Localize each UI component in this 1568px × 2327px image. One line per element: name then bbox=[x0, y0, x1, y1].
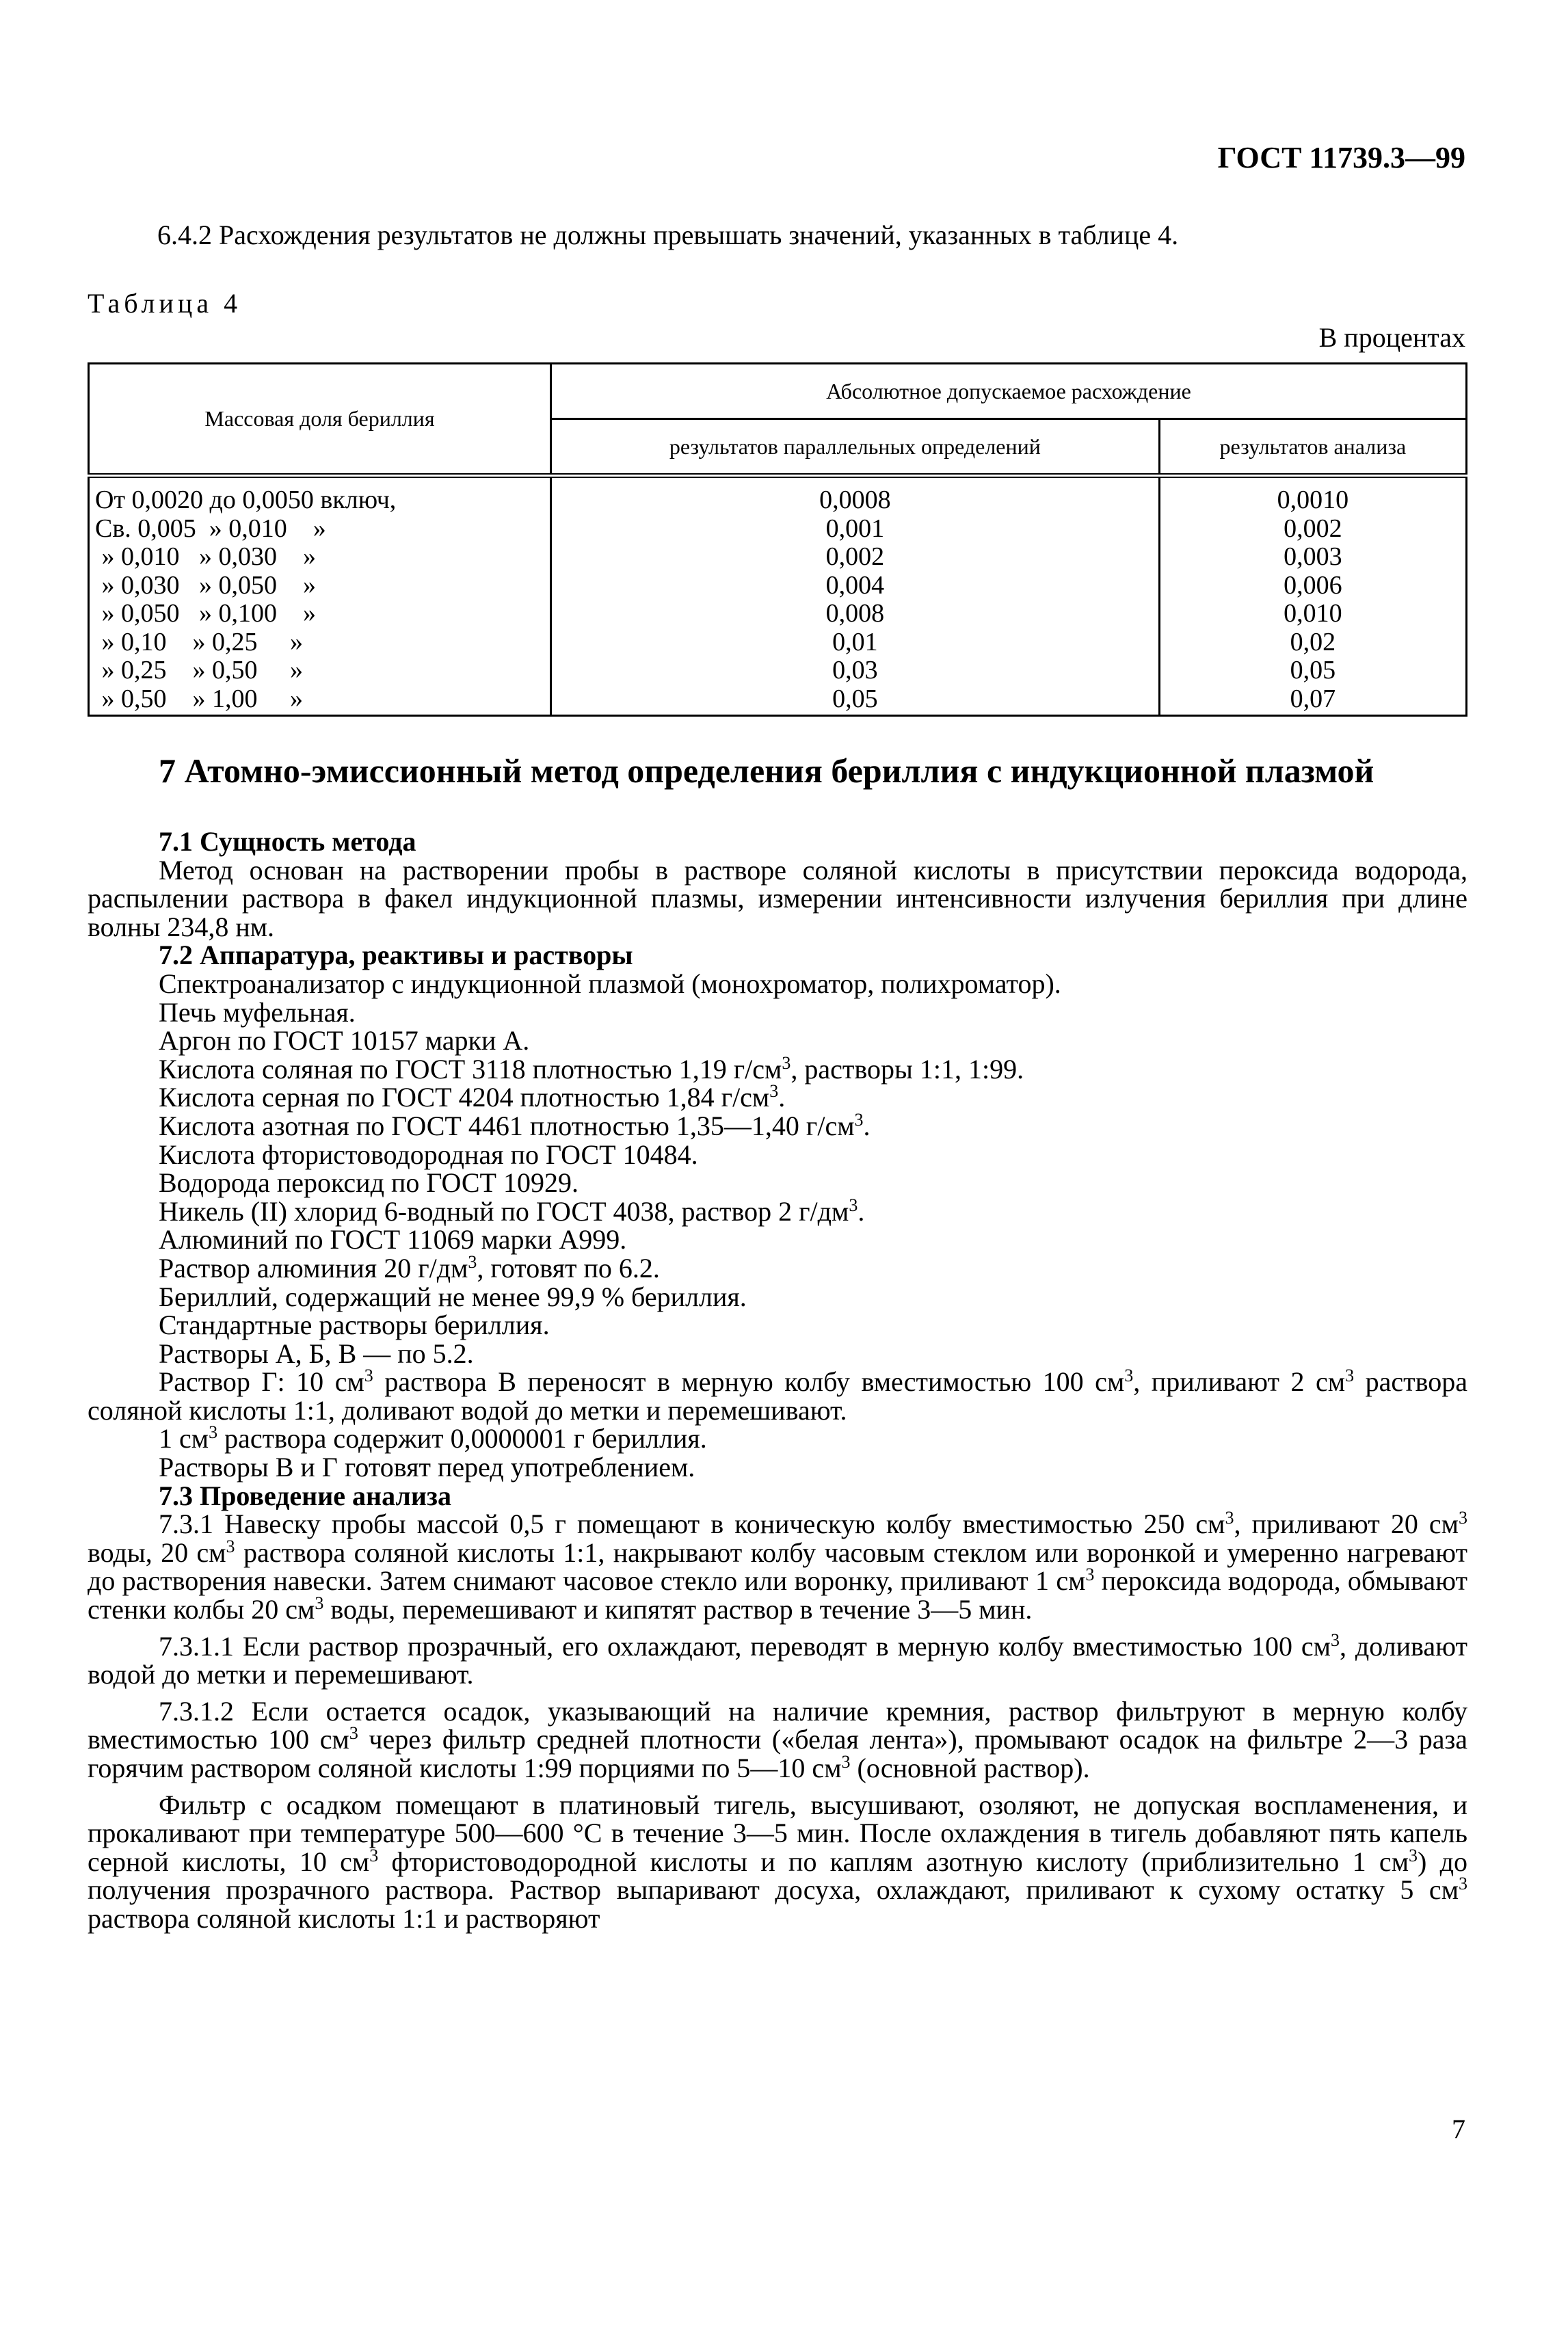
superscript: 3 bbox=[849, 1195, 858, 1215]
header-beryllium-mass-fraction: Массовая доля бериллия bbox=[89, 364, 551, 476]
superscript: 3 bbox=[468, 1251, 477, 1272]
superscript: 3 bbox=[769, 1081, 779, 1102]
text-run: раствора В переносят в мерную колбу вместимостью 100 см bbox=[373, 1366, 1125, 1398]
text-run: 1 см bbox=[159, 1423, 209, 1454]
page-number: 7 bbox=[1452, 2114, 1465, 2144]
text-run: 7.3.1.1 Если раствор прозрачный, его охлаждают, переводят в мерную колбу вместимостью 100 см bbox=[159, 1630, 1331, 1662]
cell-parallel: 0,03 bbox=[551, 656, 1160, 685]
text-run: Раствор Г: 10 см bbox=[159, 1366, 364, 1398]
cell-analysis: 0,003 bbox=[1159, 543, 1466, 572]
section-7-heading: 7 Атомно-эмиссионный метод определения бериллия с индукционной плазмой bbox=[159, 752, 1374, 790]
text-run: , растворы 1:1, 1:99. bbox=[790, 1053, 1024, 1085]
subsection-7-2-heading: 7.2 Аппаратура, реактивы и растворы bbox=[159, 940, 633, 971]
superscript: 3 bbox=[1459, 1508, 1467, 1528]
text-run: раствора соляной кислоты 1:1 и растворяют bbox=[88, 1902, 600, 1934]
superscript: 3 bbox=[226, 1536, 235, 1556]
table-units: В процентах bbox=[1318, 322, 1465, 353]
text-run: воды, перемешивают и кипятят раствор в течение 3—5 мин. bbox=[323, 1594, 1033, 1625]
superscript: 3 bbox=[364, 1366, 373, 1386]
cell-range: » 0,010 » 0,030 » bbox=[89, 543, 551, 572]
cell-analysis: 0,05 bbox=[1159, 656, 1466, 685]
superscript: 3 bbox=[349, 1723, 358, 1744]
cell-range: » 0,10 » 0,25 » bbox=[89, 628, 551, 657]
superscript: 3 bbox=[841, 1752, 851, 1772]
text-run: воды, 20 см bbox=[88, 1537, 226, 1568]
cell-analysis: 0,002 bbox=[1159, 515, 1466, 544]
superscript: 3 bbox=[1330, 1630, 1340, 1650]
reagent-item: Стандартные растворы бериллия. bbox=[159, 1309, 550, 1341]
paragraph-7-3-1-1 bbox=[88, 1632, 1467, 1689]
text-run: раствора содержит 0,0000001 г бериллия. bbox=[217, 1423, 707, 1454]
reagent-item bbox=[88, 1251, 1467, 1284]
table-row bbox=[89, 515, 1467, 544]
reagent-item bbox=[88, 1424, 1467, 1453]
table-row bbox=[89, 628, 1467, 657]
header-absolute-tolerance: Абсолютное допускаемое расхождение bbox=[551, 364, 1467, 419]
header-analysis-results: результатов анализа bbox=[1159, 419, 1466, 476]
text-run: Никель (II) хлорид 6-водный по ГОСТ 4038, раствор 2 г/дм bbox=[159, 1195, 849, 1227]
paragraph-filter-residue bbox=[88, 1791, 1467, 1933]
text-run: пероксида водорода, обмывают стенки колбы 20 см bbox=[88, 1565, 1467, 1625]
text-run: Раствор алюминия 20 г/дм bbox=[159, 1252, 468, 1284]
text-run: раствора соляной кислоты 1:1, накрывают колбу часовым стеклом или воронкой и умеренно нагревают до растворения навески. Затем снимают часовое стекло или воронку, приливают 1 см bbox=[88, 1537, 1467, 1597]
table-caption: Таблица 4 bbox=[88, 288, 242, 319]
superscript: 3 bbox=[369, 1845, 379, 1865]
reagent-item: Водорода пероксид по ГОСТ 10929. bbox=[159, 1167, 579, 1199]
cell-analysis: 0,0010 bbox=[1159, 476, 1466, 515]
table-row bbox=[89, 543, 1467, 572]
cell-range: » 0,50 » 1,00 » bbox=[89, 685, 551, 716]
reagent-item: Кислота фтористоводородная по ГОСТ 10484. bbox=[159, 1139, 698, 1170]
standard-header: ГОСТ 11739.3—99 bbox=[1217, 141, 1465, 174]
superscript: 3 bbox=[1459, 1874, 1467, 1894]
subsection-7-3-heading: 7.3 Проведение анализа bbox=[159, 1480, 451, 1511]
reagent-item: Алюминий по ГОСТ 11069 марки А999. bbox=[159, 1224, 627, 1255]
superscript: 3 bbox=[1124, 1366, 1134, 1386]
text-run: раствора соляной кислоты 1:1, доливают водой до метки и перемешивают. bbox=[88, 1366, 1467, 1426]
cell-range: От 0,0020 до 0,0050 включ, bbox=[89, 476, 551, 515]
reagent-item bbox=[88, 1083, 1467, 1112]
cell-range: » 0,050 » 0,100 » bbox=[89, 600, 551, 628]
superscript: 3 bbox=[1409, 1845, 1418, 1865]
clause-6-4-2: 6.4.2 Расхождения результатов не должны превышать значений, указанных в таблице 4. bbox=[157, 220, 1179, 250]
cell-analysis: 0,07 bbox=[1159, 685, 1466, 716]
text-run: 7.3.1.2 Если остается осадок, указывающий на наличие кремния, раствор фильтруют в мерную колбу вместимостью 100 см bbox=[88, 1695, 1467, 1755]
text-run: Фильтр с осадком помещают в платиновый тигель, высушивают, озоляют, не допуская воспламенения, и прокаливают при температуре 500—600 °С в течение 3—5 мин. После охлаждения в тигель добавляют пять капель серной кислоты, 10 см bbox=[88, 1789, 1467, 1877]
text-run: через фильтр средней плотности («белая лента»), промывают осадок на фильтре 2—3 раза горячим раствором соляной кислоты 1:99 порциями по 5—10 см bbox=[88, 1724, 1468, 1783]
cell-analysis: 0,006 bbox=[1159, 572, 1466, 600]
paragraph-7-3-1 bbox=[88, 1510, 1467, 1623]
cell-analysis: 0,010 bbox=[1159, 600, 1466, 628]
reagent-item bbox=[88, 1368, 1467, 1424]
superscript: 3 bbox=[782, 1052, 791, 1073]
reagent-item bbox=[88, 1197, 1467, 1226]
cell-range: Св. 0,005 » 0,010 » bbox=[89, 515, 551, 544]
superscript: 3 bbox=[315, 1593, 324, 1614]
text-run: , готовят по 6.2. bbox=[477, 1252, 660, 1284]
cell-analysis: 0,02 bbox=[1159, 628, 1466, 657]
section-7-body bbox=[88, 827, 1467, 1933]
text-run: (основной раствор). bbox=[850, 1753, 1090, 1783]
reagent-item: Растворы А, Б, В — по 5.2. bbox=[159, 1338, 474, 1369]
table-row bbox=[89, 685, 1467, 716]
superscript: 3 bbox=[1225, 1508, 1234, 1528]
table-row bbox=[89, 600, 1467, 628]
text-run: , приливают 20 см bbox=[1234, 1508, 1459, 1540]
reagent-item: Растворы В и Г готовят перед употреблением. bbox=[159, 1452, 695, 1483]
text-run: 7.3.1 Навеску пробы массой 0,5 г помещают в коническую колбу вместимостью 250 см bbox=[159, 1508, 1225, 1540]
reagent-item: Бериллий, содержащий не менее 99,9 % бериллия. bbox=[159, 1281, 747, 1312]
header-parallel-determinations: результатов параллельных определений bbox=[551, 419, 1160, 476]
cell-parallel: 0,004 bbox=[551, 572, 1160, 600]
text-run: фтористоводородной кислоты и по каплям азотную кислоту (приблизительно 1 см bbox=[378, 1846, 1409, 1877]
reagent-item: Спектроанализатор с индукционной плазмой (монохроматор, полихроматор). bbox=[159, 968, 1061, 999]
cell-parallel: 0,002 bbox=[551, 543, 1160, 572]
superscript: 3 bbox=[1345, 1366, 1355, 1386]
text-run: , приливают 2 см bbox=[1133, 1366, 1346, 1398]
reagent-item bbox=[88, 1052, 1467, 1085]
table-row bbox=[89, 572, 1467, 600]
table-row bbox=[89, 656, 1467, 685]
method-essence-paragraph: Метод основан на растворении пробы в растворе соляной кислоты в присутствии пероксида водорода, распылении раствора в факел индукционной плазмы, измерении интенсивности излучения бериллия при длине волны 234,8 нм. bbox=[88, 854, 1467, 942]
text-run: . bbox=[778, 1082, 786, 1113]
cell-range: » 0,25 » 0,50 » bbox=[89, 656, 551, 685]
table-row bbox=[89, 476, 1467, 515]
text-run: . bbox=[863, 1110, 871, 1141]
cell-parallel: 0,05 bbox=[551, 685, 1160, 716]
text-run: , доливают водой до метки и перемешивают. bbox=[88, 1630, 1467, 1690]
paragraph-7-3-1-2 bbox=[88, 1697, 1467, 1783]
text-run: Кислота серная по ГОСТ 4204 плотностью 1,84 г/см bbox=[159, 1082, 770, 1113]
superscript: 3 bbox=[1085, 1565, 1095, 1585]
reagent-item: Печь муфельная. bbox=[159, 996, 356, 1028]
cell-parallel: 0,01 bbox=[551, 628, 1160, 657]
text-run: ) до получения прозрачного раствора. Раствор выпаривают досуха, охлаждают, приливают к сухому остатку 5 см bbox=[88, 1846, 1468, 1906]
text-run: . bbox=[858, 1195, 865, 1227]
superscript: 3 bbox=[209, 1422, 218, 1443]
cell-parallel: 0,001 bbox=[551, 515, 1160, 544]
text-run: Кислота азотная по ГОСТ 4461 плотностью 1,35—1,40 г/см bbox=[159, 1110, 855, 1141]
superscript: 3 bbox=[854, 1109, 864, 1130]
cell-parallel: 0,008 bbox=[551, 600, 1160, 628]
cell-range: » 0,030 » 0,050 » bbox=[89, 572, 551, 600]
subsection-7-1-heading: 7.1 Сущность метода bbox=[159, 826, 416, 857]
tolerance-table bbox=[88, 362, 1467, 717]
cell-parallel: 0,0008 bbox=[551, 476, 1160, 515]
reagent-item: Аргон по ГОСТ 10157 марки А. bbox=[159, 1025, 530, 1056]
text-run: Кислота соляная по ГОСТ 3118 плотностью 1,19 г/см bbox=[159, 1053, 782, 1085]
reagent-item bbox=[88, 1109, 1467, 1141]
